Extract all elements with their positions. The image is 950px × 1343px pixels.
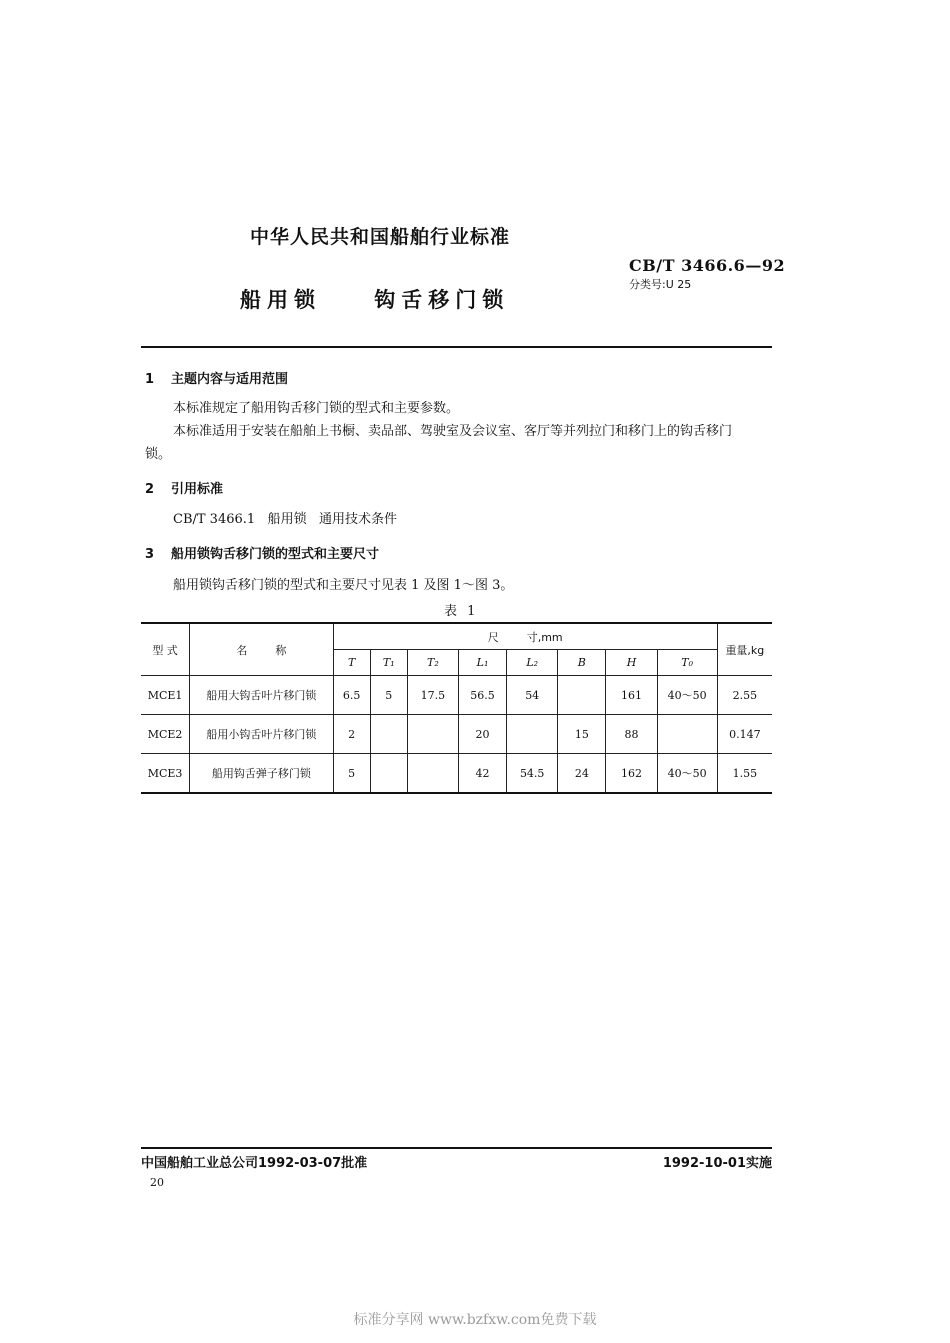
- document-title: 船用锁 钩舌移门锁: [240, 288, 510, 312]
- section-number: 3: [145, 547, 155, 562]
- cell-value: 24: [558, 754, 606, 794]
- header-weight: 重量,kg: [717, 623, 772, 676]
- cell-value: 6.5: [333, 676, 370, 715]
- cell-value: 40～50: [657, 676, 717, 715]
- section-1-para-1: 本标准规定了船用钩舌移门锁的型式和主要参数。: [173, 401, 460, 416]
- cell-value: [407, 754, 458, 794]
- cell-value: 162: [606, 754, 657, 794]
- cell-weight: 1.55: [717, 754, 772, 794]
- section-3-heading: [145, 543, 379, 562]
- cell-value: [507, 715, 558, 754]
- cell-type: MCE3: [141, 754, 190, 794]
- org-title: 中华人民共和国船舶行业标准: [249, 226, 510, 248]
- cell-value: 54: [507, 676, 558, 715]
- cell-value: 88: [606, 715, 657, 754]
- spec-table: [141, 622, 772, 794]
- standard-code: CB/T 3466.6—92: [629, 256, 786, 275]
- section-number: 2: [145, 482, 155, 497]
- section-3-para: 船用锁钩舌移门锁的型式和主要尺寸见表 1 及图 1～图 3。: [173, 578, 514, 593]
- cell-value: 17.5: [407, 676, 458, 715]
- cell-value: 2: [333, 715, 370, 754]
- cell-type: MCE1: [141, 676, 190, 715]
- header-dimensions: 尺 寸,mm: [333, 623, 717, 650]
- watermark: 标准分享网 www.bzfxw.com免费下载: [353, 1312, 597, 1328]
- header-type: 型 式: [141, 623, 190, 676]
- section-1-para-2: 本标准适用于安装在船舶上书橱、卖品部、驾驶室及会议室、客厅等并列拉门和移门上的钩舌移门: [173, 424, 733, 439]
- cell-value: 40～50: [657, 754, 717, 794]
- header-name: 名 称: [190, 623, 333, 676]
- subheader-cell: L₂: [507, 650, 558, 676]
- cell-value: [370, 754, 407, 794]
- table-header-row: [141, 623, 772, 650]
- cell-value: 56.5: [458, 676, 506, 715]
- cell-type: MCE2: [141, 715, 190, 754]
- cell-weight: 0.147: [717, 715, 772, 754]
- subheader-cell: T₁: [370, 650, 407, 676]
- section-1-heading: [145, 368, 288, 387]
- cell-value: 54.5: [507, 754, 558, 794]
- subheader-cell: L₁: [458, 650, 506, 676]
- subheader-cell: H: [606, 650, 657, 676]
- cell-value: 42: [458, 754, 506, 794]
- table-row: [141, 754, 772, 794]
- section-number: 1: [145, 372, 155, 387]
- subheader-cell: T₂: [407, 650, 458, 676]
- section-title: 船用锁钩舌移门锁的型式和主要尺寸: [171, 547, 380, 562]
- approval-line: 中国船舶工业总公司1992-03-07批准: [141, 1156, 368, 1171]
- section-2-heading: [145, 478, 223, 497]
- subheader-cell: T: [333, 650, 370, 676]
- header-rule: [141, 346, 772, 348]
- table-row: [141, 715, 772, 754]
- cell-value: 5: [333, 754, 370, 794]
- cell-value: 15: [558, 715, 606, 754]
- section-1-para-3: 锁。: [145, 447, 172, 462]
- cell-value: 20: [458, 715, 506, 754]
- table-caption: 表 1: [444, 604, 479, 619]
- section-2-reference: CB/T 3466.1 船用锁 通用技术条件: [173, 512, 397, 527]
- effective-date: 1992-10-01实施: [662, 1156, 772, 1171]
- cell-value: 161: [606, 676, 657, 715]
- cell-name: 船用大钩舌叶片移门锁: [190, 676, 333, 715]
- section-title: 引用标准: [171, 482, 224, 497]
- cell-value: [558, 676, 606, 715]
- cell-value: 5: [370, 676, 407, 715]
- cell-value: [657, 715, 717, 754]
- cell-name: 船用钩舌弹子移门锁: [190, 754, 333, 794]
- cell-value: [407, 715, 458, 754]
- page-number: 20: [150, 1176, 164, 1189]
- cell-name: 船用小钩舌叶片移门锁: [190, 715, 333, 754]
- subheader-cell: T₀: [657, 650, 717, 676]
- cell-value: [370, 715, 407, 754]
- cell-weight: 2.55: [717, 676, 772, 715]
- footer-rule: [141, 1147, 772, 1149]
- table-row: [141, 676, 772, 715]
- subheader-cell: B: [558, 650, 606, 676]
- classification-number: 分类号:U 25: [629, 278, 692, 291]
- section-title: 主题内容与适用范围: [171, 372, 289, 387]
